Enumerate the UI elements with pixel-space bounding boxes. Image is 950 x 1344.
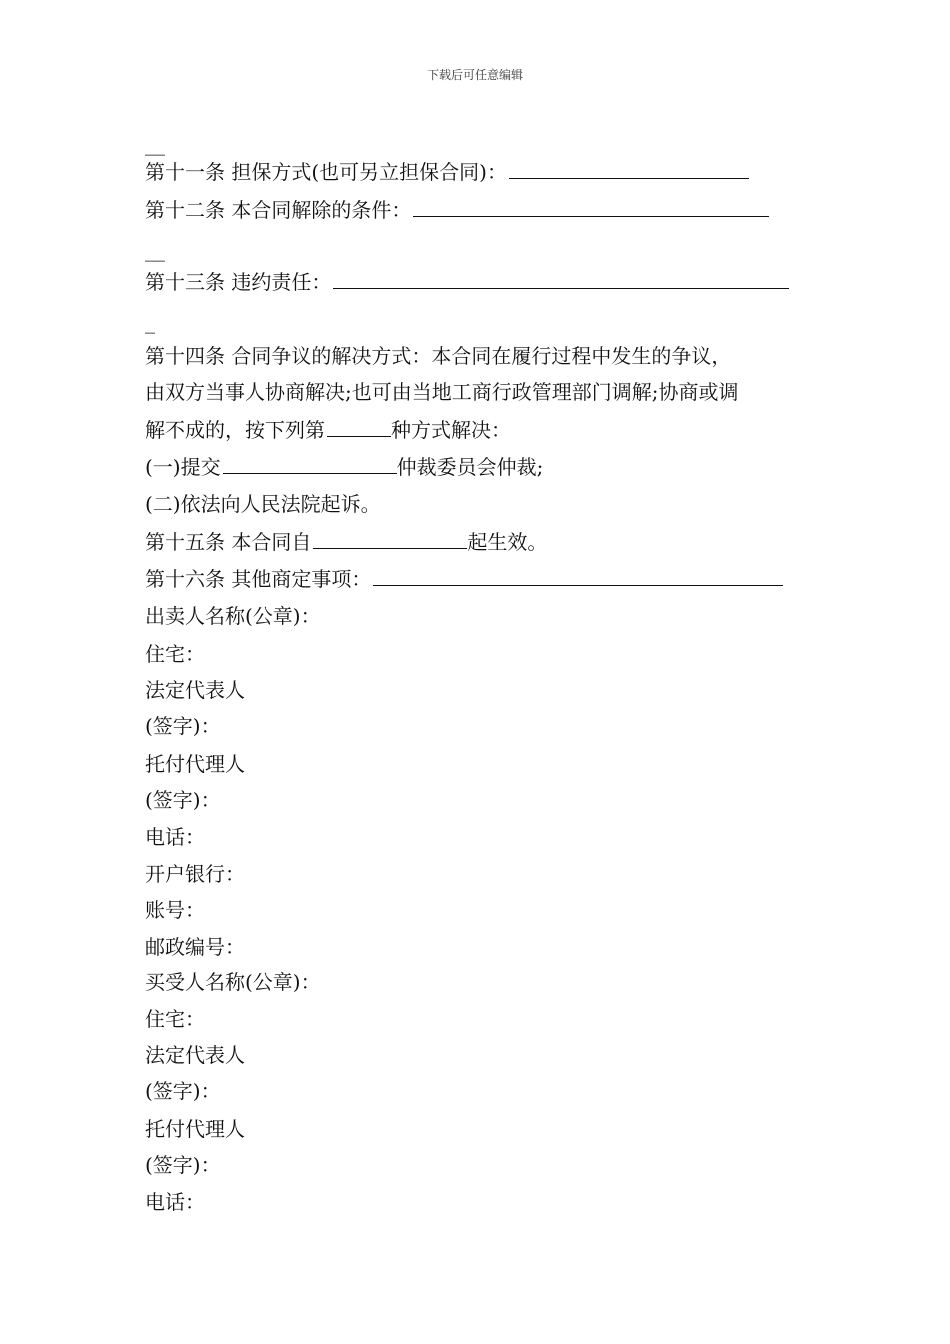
other-matters-blank[interactable] — [373, 565, 783, 586]
seller-address: 住宅： — [145, 642, 205, 666]
blank-continuation: __ — [145, 238, 165, 262]
method-number-blank[interactable] — [327, 416, 391, 437]
article-15 — [145, 528, 547, 556]
option-1-text-a: (一)提交 — [145, 455, 221, 479]
option-2: (二)依法向人民法院起诉。 — [145, 492, 381, 516]
article-11-text: 第十一条 担保方式(也可另立担保合同)： — [145, 160, 507, 184]
seller-agent-signature: (签字)： — [145, 788, 221, 812]
buyer-legal-rep: 法定代表人 — [145, 1043, 245, 1067]
article-12-text: 第十二条 本合同解除的条件： — [145, 198, 412, 222]
buyer-address: 住宅： — [145, 1007, 205, 1031]
article-12 — [145, 196, 769, 224]
option-1 — [145, 453, 543, 481]
article-14-line-3 — [145, 416, 511, 444]
article-14-text-b: 种方式解决： — [391, 418, 511, 442]
buyer-agent: 托付代理人 — [145, 1117, 245, 1141]
seller-phone: 电话： — [145, 825, 205, 849]
article-15-text-b: 起生效。 — [467, 530, 548, 554]
article-14-line-1: 第十四条 合同争议的解决方式：本合同在履行过程中发生的争议， — [145, 344, 732, 368]
buyer-name: 买受人名称(公章)： — [145, 970, 321, 994]
article-13 — [145, 268, 789, 296]
seller-account: 账号： — [145, 898, 205, 922]
article-14-line-2: 由双方当事人协商解决;也可由当地工商行政管理部门调解;协商或调 — [145, 380, 739, 404]
effective-date-blank[interactable] — [313, 528, 467, 549]
article-13-text: 第十三条 违约责任： — [145, 270, 332, 294]
article-14-text-a: 解不成的，按下列第 — [145, 418, 325, 442]
seller-bank: 开户银行： — [145, 862, 245, 886]
seller-name: 出卖人名称(公章)： — [145, 604, 321, 628]
seller-postcode: 邮政编号： — [145, 935, 245, 959]
article-11 — [145, 158, 749, 186]
buyer-legal-rep-signature: (签字)： — [145, 1079, 221, 1103]
termination-blank[interactable] — [413, 196, 769, 217]
liability-blank[interactable] — [333, 268, 789, 289]
buyer-agent-signature: (签字)： — [145, 1153, 221, 1177]
article-15-text-a: 第十五条 本合同自 — [145, 530, 312, 554]
guarantee-blank[interactable] — [509, 158, 749, 179]
arbitration-blank[interactable] — [223, 453, 397, 474]
article-16-text: 第十六条 其他商定事项： — [145, 567, 372, 591]
buyer-phone: 电话： — [145, 1190, 205, 1214]
blank-continuation: _ — [145, 310, 155, 334]
seller-legal-rep: 法定代表人 — [145, 678, 245, 702]
article-16 — [145, 565, 783, 593]
seller-legal-rep-signature: (签字)： — [145, 714, 221, 738]
option-1-text-b: 仲裁委员会仲裁; — [396, 455, 544, 479]
seller-agent: 托付代理人 — [145, 752, 245, 776]
page-header: 下载后可任意编辑 — [426, 68, 523, 82]
blank-continuation: __ — [145, 132, 165, 156]
